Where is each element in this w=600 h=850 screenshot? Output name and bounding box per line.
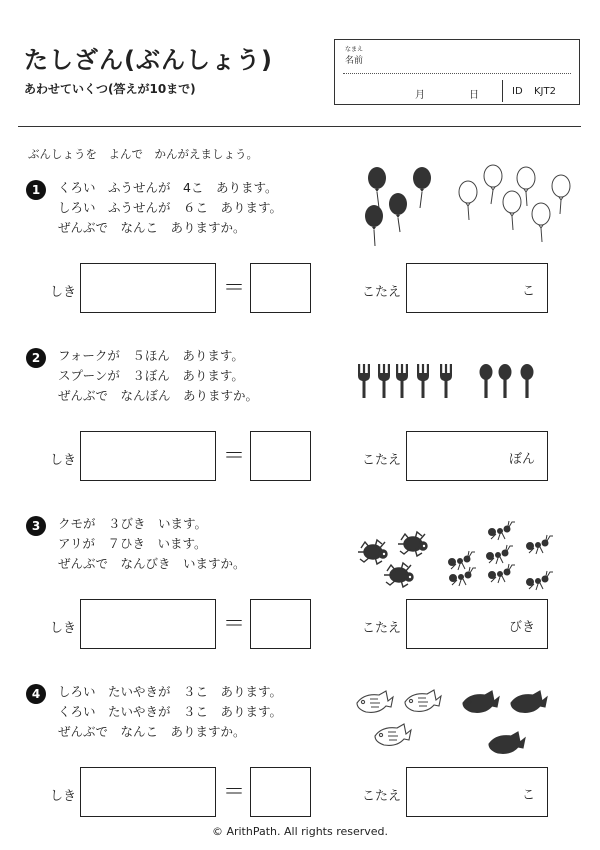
name-write-line[interactable] bbox=[343, 73, 571, 74]
equals-sign: ＝ bbox=[223, 276, 246, 301]
shiki-label: しき bbox=[50, 621, 77, 636]
divider bbox=[502, 80, 503, 102]
answer-input-box[interactable] bbox=[406, 767, 548, 817]
id-label: ID bbox=[512, 86, 523, 97]
answer-input-box[interactable] bbox=[406, 599, 548, 649]
worksheet-title: たしざん(ぶんしょう) bbox=[24, 46, 273, 74]
question-text-line: フォークが ５ほん あります。 bbox=[58, 348, 244, 363]
question-text-line: ぜんぶで なんびき いますか。 bbox=[58, 556, 246, 571]
equation-input-box[interactable] bbox=[80, 263, 216, 313]
month-label: 月 bbox=[415, 90, 425, 101]
fork-icon bbox=[358, 364, 452, 398]
bugs-illustration bbox=[355, 520, 565, 595]
sum-input-box[interactable] bbox=[250, 599, 311, 649]
taiyaki-illustration bbox=[350, 685, 555, 760]
equals-sign: ＝ bbox=[223, 780, 246, 805]
name-box bbox=[334, 39, 580, 105]
question-text-line: くろい たいやきが ３こ あります。 bbox=[58, 704, 283, 719]
answer-unit: こ bbox=[521, 788, 535, 803]
sum-input-box[interactable] bbox=[250, 431, 311, 481]
spoon-icon bbox=[480, 364, 534, 398]
black-balloon-icon bbox=[365, 167, 431, 246]
answer-input-box[interactable] bbox=[406, 431, 548, 481]
kotae-label: こたえ bbox=[362, 789, 402, 804]
sum-input-box[interactable] bbox=[250, 767, 311, 817]
shiki-label: しき bbox=[50, 453, 77, 468]
question-text-line: しろい ふうせんが ６こ あります。 bbox=[58, 200, 283, 215]
equals-sign: ＝ bbox=[223, 612, 246, 637]
question-number: 3 bbox=[26, 516, 46, 536]
day-label: 日 bbox=[469, 90, 479, 101]
answer-unit: ぼん bbox=[508, 452, 535, 467]
copyright-footer: © ArithPath. All rights reserved. bbox=[211, 825, 389, 838]
sum-input-box[interactable] bbox=[250, 263, 311, 313]
answer-input-box[interactable] bbox=[406, 263, 548, 313]
kotae-label: こたえ bbox=[362, 621, 402, 636]
name-ruby: なまえ bbox=[345, 46, 364, 53]
id-value: KJT2 bbox=[534, 86, 556, 97]
ant-icon bbox=[449, 521, 554, 590]
question-text-line: アリが ７ひき います。 bbox=[58, 536, 207, 551]
header-rule bbox=[18, 126, 581, 127]
question-text-line: しろい たいやきが ３こ あります。 bbox=[58, 684, 283, 699]
question-text-line: ぜんぶで なんこ ありますか。 bbox=[58, 220, 246, 235]
answer-unit: びき bbox=[508, 620, 535, 635]
black-taiyaki-icon bbox=[463, 691, 547, 753]
equation-input-box[interactable] bbox=[80, 431, 216, 481]
kotae-label: こたえ bbox=[362, 453, 402, 468]
balloons-illustration bbox=[355, 160, 585, 250]
spider-icon bbox=[358, 532, 427, 587]
white-taiyaki-icon bbox=[357, 690, 441, 745]
question-text-line: スプーンが ３ぼん あります。 bbox=[58, 368, 244, 383]
question-text-line: くろい ふうせんが 4こ あります。 bbox=[58, 180, 278, 195]
question-number: 1 bbox=[26, 180, 46, 200]
question-number: 4 bbox=[26, 684, 46, 704]
question-text-line: ぜんぶで なんこ ありますか。 bbox=[58, 724, 246, 739]
equals-sign: ＝ bbox=[223, 444, 246, 469]
answer-unit: こ bbox=[521, 284, 535, 299]
shiki-label: しき bbox=[50, 789, 77, 804]
name-label: 名前 bbox=[345, 56, 364, 66]
equation-input-box[interactable] bbox=[80, 599, 216, 649]
white-balloon-icon bbox=[459, 165, 570, 242]
instruction: ぶんしょうを よんで かんがえましょう。 bbox=[28, 147, 258, 161]
question-text-line: クモが ３びき います。 bbox=[58, 516, 208, 531]
question-number: 2 bbox=[26, 348, 46, 368]
question-text-line: ぜんぶで なんぼん ありますか。 bbox=[58, 388, 259, 403]
equation-input-box[interactable] bbox=[80, 767, 216, 817]
worksheet-subtitle: あわせていくつ(答えが10まで) bbox=[24, 82, 196, 96]
kotae-label: こたえ bbox=[362, 285, 402, 300]
cutlery-illustration bbox=[352, 362, 542, 400]
shiki-label: しき bbox=[50, 285, 77, 300]
